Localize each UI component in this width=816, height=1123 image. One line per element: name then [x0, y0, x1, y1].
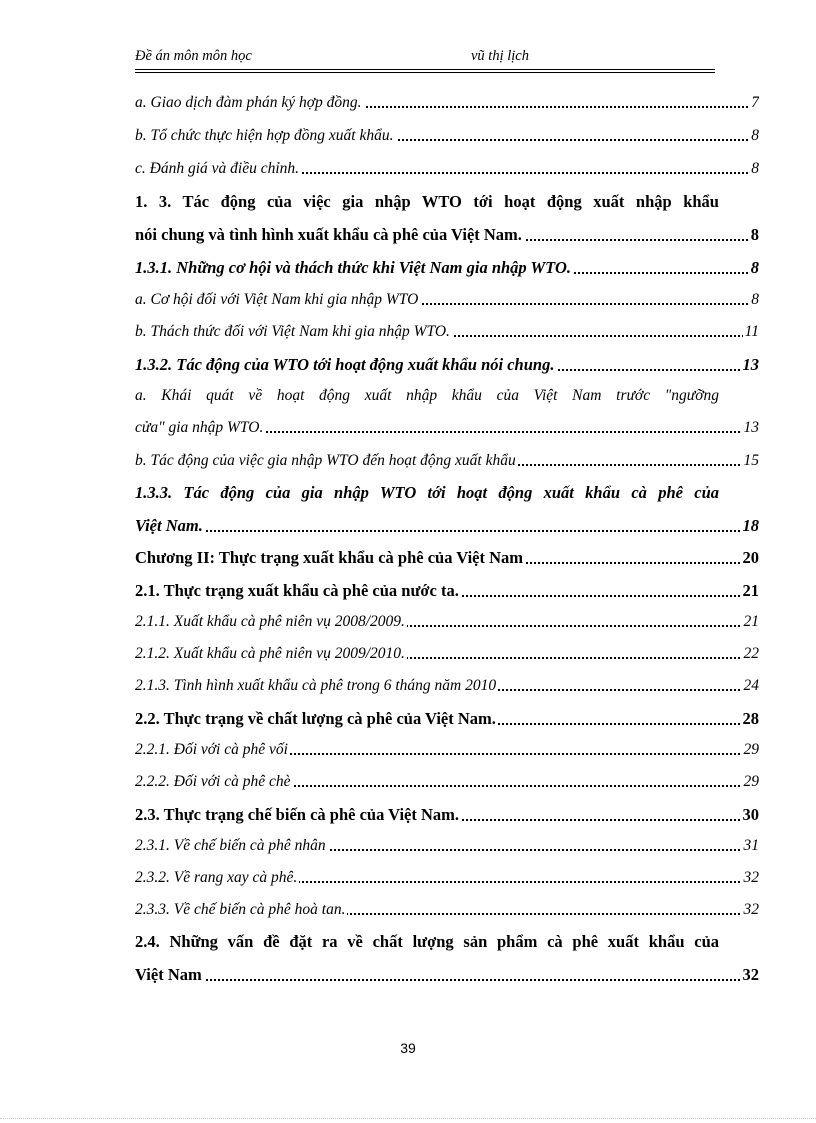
header-rule-double: [135, 72, 715, 73]
page-bottom-edge: [0, 1118, 816, 1119]
toc-entry: 2.2. Thực trạng về chất lượng cà phê của Việt Nam. 28: [135, 709, 759, 728]
toc-entry: 1.3.1. Những cơ hội và thách thức khi Việt Nam gia nhập WTO. 8: [135, 258, 759, 277]
toc-entry: 2.1. Thực trạng xuất khẩu cà phê của nước ta. 21: [135, 581, 759, 600]
toc-entry-heading: 1.3.3. Tác động của gia nhập WTO tới hoạt động xuất khẩu cà phê của: [135, 483, 719, 502]
toc-entry: Việt Nam. 18: [135, 516, 759, 535]
header-author: vũ thị lịch: [471, 48, 529, 64]
toc-entry: 2.2.2. Đối với cà phê chè 29: [135, 773, 759, 790]
toc-entry: 2.3.2. Về rang xay cà phê. 32: [135, 869, 759, 886]
toc-entry: 2.3. Thực trạng chế biến cà phê của Việt Nam. 30: [135, 805, 759, 824]
toc-entry: 2.3.3. Về chế biến cà phê hoà tan. 32: [135, 901, 759, 918]
toc-entry: Việt Nam 32: [135, 965, 759, 984]
toc-entry: b. Thách thức đối với Việt Nam khi gia nhập WTO. 11: [135, 323, 759, 340]
toc-entry: 2.1.1. Xuất khẩu cà phê niên vụ 2008/2009. 21: [135, 613, 759, 630]
toc-entry: Chương II: Thực trạng xuất khẩu cà phê của Việt Nam 20: [135, 548, 759, 567]
toc-entry: 1.3.2. Tác động của WTO tới hoạt động xuất khẩu nói chung. 13: [135, 355, 759, 374]
header-title: Đề án môn môn học: [135, 48, 252, 64]
toc-entry: 2.1.2. Xuất khẩu cà phê niên vụ 2009/2010. 22: [135, 645, 759, 662]
toc-entry: 2.3.1. Về chế biến cà phê nhân 31: [135, 837, 759, 854]
toc-entry: a. Giao dịch đàm phán ký hợp đồng. 7: [135, 94, 759, 111]
toc-entry: b. Tác động của việc gia nhập WTO đến hoạt động xuất khẩu 15: [135, 452, 759, 469]
toc-entry-heading: a. Khái quát về hoạt động xuất nhập khẩu của Việt Nam trước "ngưỡng: [135, 387, 719, 404]
toc-entry: 2.2.1. Đối với cà phê vối 29: [135, 741, 759, 758]
header-rule: [135, 69, 715, 70]
toc-entry-heading: 1. 3. Tác động của việc gia nhập WTO tới hoạt động xuất nhập khẩu: [135, 192, 719, 211]
toc-entry: nói chung và tình hình xuất khẩu cà phê của Việt Nam. 8: [135, 225, 759, 244]
toc-entry: 2.1.3. Tình hình xuất khẩu cà phê trong 6 tháng năm 2010 24: [135, 677, 759, 694]
page-number: 39: [400, 1040, 416, 1056]
toc-entry: cửa" gia nhập WTO. 13: [135, 419, 759, 436]
toc-entry: b. Tổ chức thực hiện hợp đồng xuất khẩu. 8: [135, 127, 759, 144]
toc-entry: a. Cơ hội đối với Việt Nam khi gia nhập WTO 8: [135, 291, 759, 308]
toc-entry: c. Đánh giá và điều chỉnh. 8: [135, 160, 759, 177]
toc-entry-heading: 2.4. Những vấn đề đặt ra về chất lượng sản phẩm cà phê xuất khẩu của: [135, 932, 719, 951]
